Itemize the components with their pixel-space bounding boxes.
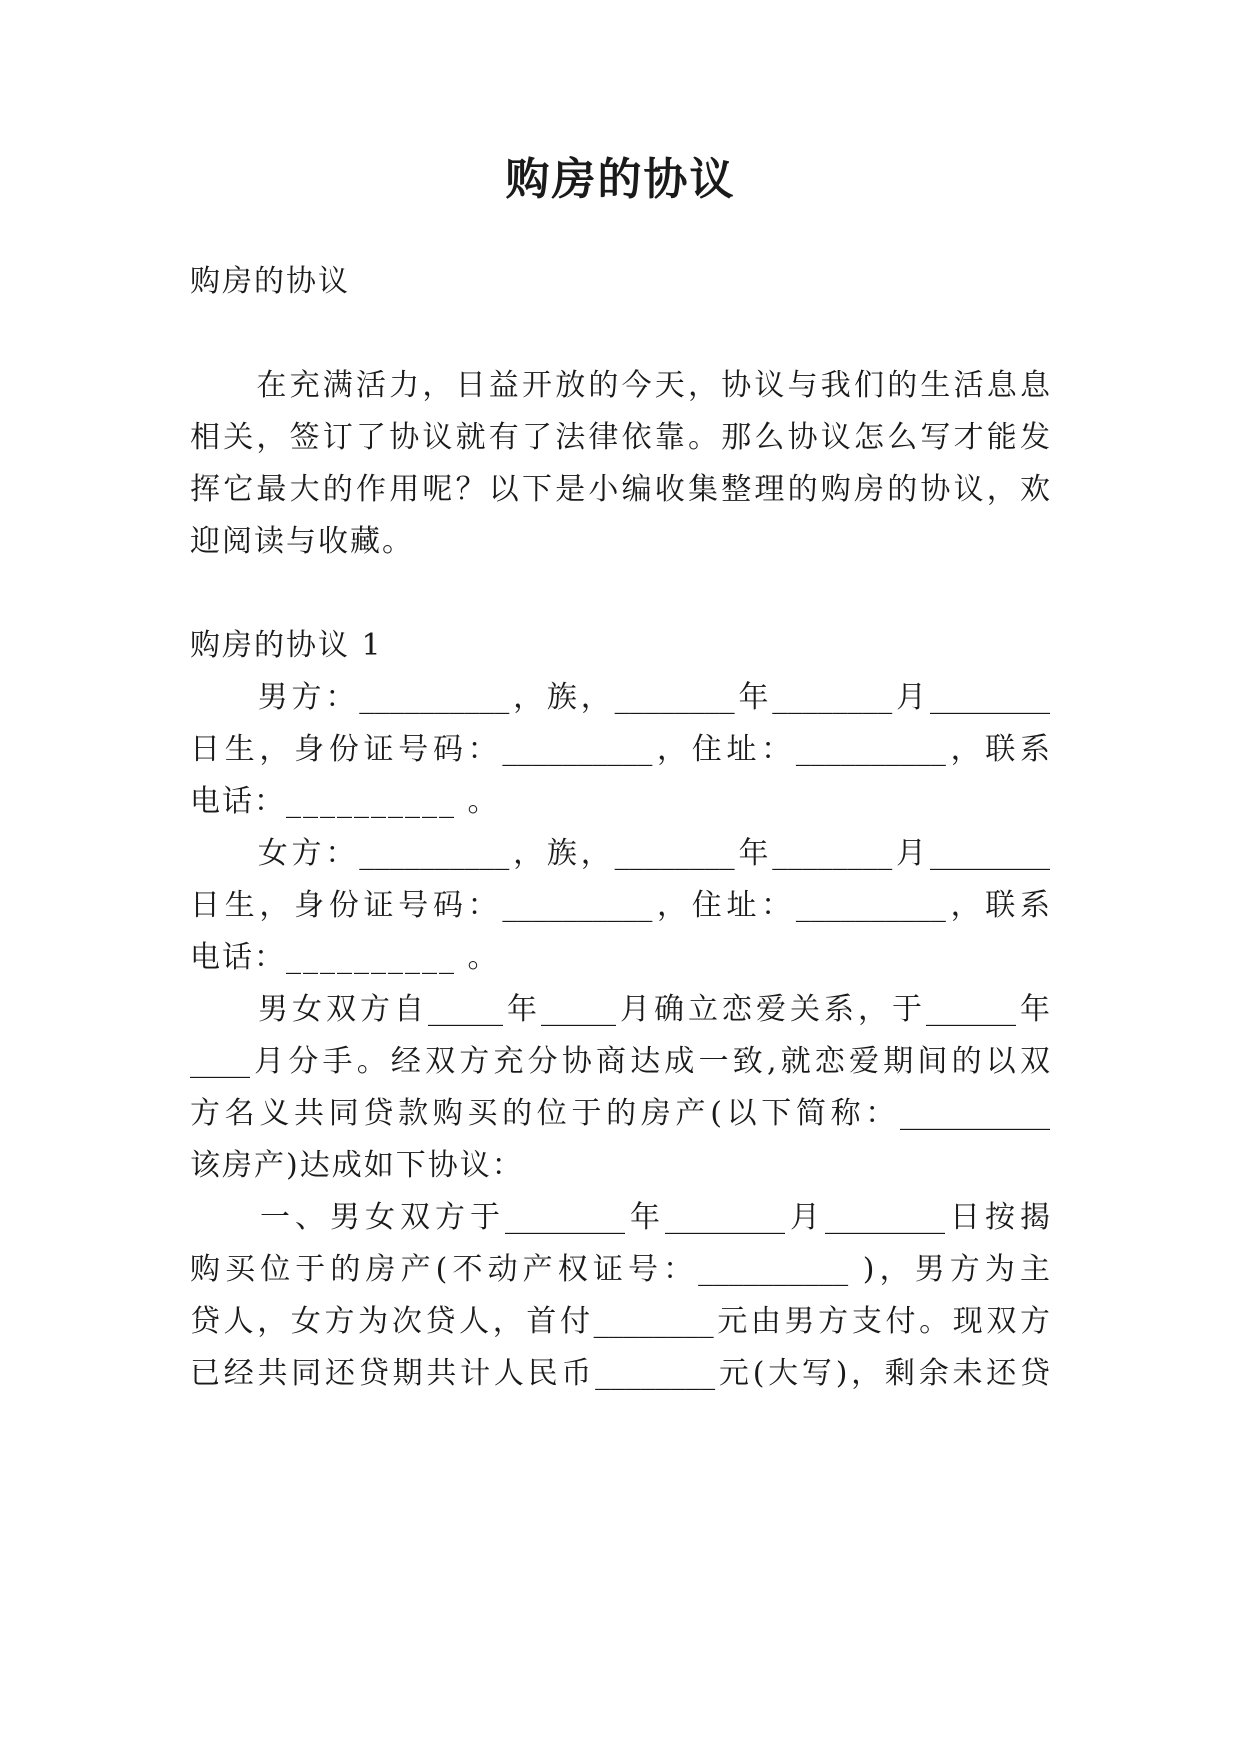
body-line: 女方：__________，族，________年________月________ — [190, 836, 1050, 871]
document-title: 购房的协议 — [505, 154, 736, 205]
body-line: 一、男女双方于________年________月________日按揭 — [190, 1200, 1050, 1235]
body-line: 购买位于的房产(不动产权证号：__________ )，男方为主 — [190, 1252, 1050, 1287]
body-line: 男方：__________，族，________年________月________ — [190, 680, 1050, 715]
body-line: 该房产)达成如下协议： — [190, 1148, 524, 1183]
body-line: 男女双方自_____年_____月确立恋爱关系，于______年 — [190, 992, 1050, 1027]
body-line: 贷人，女方为次贷人，首付________元由男方支付。现双方 — [190, 1304, 1050, 1339]
intro-line: 挥它最大的作用呢？以下是小编收集整理的购房的协议，欢 — [190, 472, 1050, 507]
document-subtitle: 购房的协议 — [190, 264, 350, 299]
intro-line: 迎阅读与收藏。 — [190, 524, 414, 559]
body-line: 电话：__________ 。 — [190, 784, 500, 819]
body-line: 电话：__________ 。 — [190, 940, 500, 975]
intro-line: 在充满活力，日益开放的今天，协议与我们的生活息息 — [190, 368, 1050, 403]
body-line: 日生，身份证号码：__________，住址：__________，联系 — [190, 888, 1050, 923]
body-line: 方名义共同贷款购买的位于的房产(以下简称：__________ — [190, 1096, 1050, 1131]
body-line: 日生，身份证号码：__________，住址：__________，联系 — [190, 732, 1050, 767]
section-heading: 购房的协议 1 — [190, 628, 383, 663]
intro-line: 相关，签订了协议就有了法律依靠。那么协议怎么写才能发 — [190, 420, 1050, 455]
body-line: ____月分手。经双方充分协商达成一致,就恋爱期间的以双 — [190, 1044, 1050, 1079]
body-line: 已经共同还贷期共计人民币________元(大写)，剩余未还贷 — [190, 1356, 1050, 1391]
